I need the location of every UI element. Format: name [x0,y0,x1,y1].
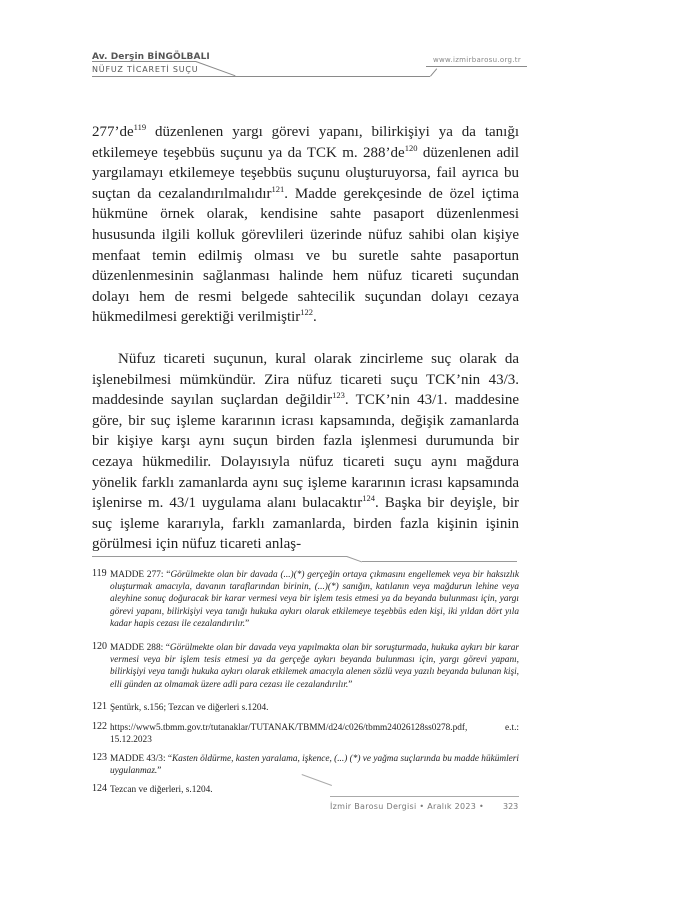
text-segment: . TCK’nin 43/1. maddesine göre, bir suç işleme kararının icrası kapsamında, değişik zamanlarda bir kişiye karşı aynı suçun birden fazla işlenmesi durumunda bir cezaya hükmedilir. Dolayısıyla nüfuz ticareti suçu aynı mağdura yönelik farklı zamanlarda aynı suç işleme kararının icrası kapsamında işlenirse m. 43/1 uygulama alanı bulacaktır [92,392,519,512]
footnote-124 [92,784,519,796]
author-name: Av. Derşin BİNGÖLBALI [92,52,210,62]
footnote-tail: ” [348,679,353,690]
text-segment: düzenlenen yargı görevi yapanı, bilirkişiyi ya da tanığı etkilemeye teşebbüs suçunu ya da TCK m. 288’de [92,124,519,161]
footnote-tail: ” [245,618,250,629]
header-rule-right [426,66,527,67]
footnote-ref[interactable]: 124 [362,493,376,504]
header-rule-lower [92,76,430,77]
footnote-link[interactable]: https://www5.tbmm.gov.tr/tutanaklar/TUTANAK/TBMM/d24/c026/tbmm24026128ss0278.pdf, e.t.: 15.12.2023 [110,723,519,746]
footnote-ref[interactable]: 119 [133,122,147,132]
header-rule-lower-slope [430,68,437,76]
footnote-ref[interactable]: 120 [404,142,418,153]
footnote-lead: MADDE 43/3: “ [110,754,172,764]
footnote-number: 119 [92,568,107,579]
journal-footer: İzmir Barosu Dergisi • Aralık 2023 • [330,802,485,811]
footnote-number: 124 [92,783,107,794]
text-segment: 277’de [92,124,134,140]
footnote-quote: Kasten öldürme, kasten yaralama, işkence, (...) (*) ve yağma suçlarında bu madde hükümleri uygulanmaz. [110,754,519,777]
footnote-123 [92,753,519,777]
header-rule-slope [196,61,236,76]
footnote-ref[interactable]: 123 [332,390,345,401]
footnote-120 [92,642,519,691]
text-segment: . Madde gerekçesinde de özel içtima hükmüne örnek olarak, kendisine sahte pasaport düzenlenmesi hususunda ilgili kolluk görevlileri üzerinde nüfuz sahibi olan kişiye menfaat temin edilmiş olması ve bu suretle sahte pasaportun düzenlenmesinin sağlanması halinde hem nüfuz ticareti suçundan dolayı hem de resmi belgede sahtecilik suçundan dolayı cezaya hükmedilmesi gerektiği verilmiştir [92,185,519,326]
footnote-lead: Şentürk, s.156; Tezcan ve diğerleri s.1204. [110,703,269,713]
text-segment: . [313,309,317,326]
footnote-122 [92,722,519,746]
header-rule [92,61,196,62]
footnote-lead: Tezcan ve diğerleri, s.1204. [110,785,213,795]
footnote-separator [92,556,347,557]
footnote-lead: MADDE 288: “ [110,643,170,653]
page-number: 323 [503,802,519,811]
text-segment: düzenlenen adil yargılamayı etkilemeye teşebbüs suçunu oluşturuyorsa, fail ayrıca bu suçtan da cezalandırılmalıdır [92,144,519,202]
footnote-ref[interactable]: 121 [271,183,285,194]
section-title: NÜFUZ TİCARETİ SUÇU [92,65,199,74]
footer-rule [330,796,519,797]
footnote-tail: ” [157,766,162,777]
body-paragraph-1 [92,122,519,328]
footnote-separator-slope [347,556,362,562]
footnote-number: 120 [92,641,107,652]
text-segment: . Başka bir deyişle, bir suç işleme kararıyla, farklı zamanlarda, birden fazla kişinin işinin görülmesi için nüfuz ticareti anlaş- [92,495,519,553]
text-segment: Nüfuz ticareti suçunun, kural olarak zincirleme suç olarak da işlenebilmesi mümkündür. Zira nüfuz ticareti suçu TCK’nin 43/3. maddesinde sayılan suçlardan değildir [92,351,519,409]
body-paragraph-2 [92,349,519,555]
footnote-quote: Görülmekte olan bir davada (...)(*) gerçeğin ortaya çıkmasını engellemek veya bir haksızlık oluşturmak amacıyla, davanın taraflarından birinin, (...)(*) sanığın, katılanın veya mağdurun lehine veya aleyhine sonuç doğuracak bir karar vermesi veya bir işlem tesis etmesi ya da beyanda bulunması için, yargı görevi yapanı, bilirkişiyi veya tanığı hukuka aykırı olarak etkilemeye teşebbüs eden kişi, iki yıldan dört yıla kadar hapis cezası ile cezalandırılır. [110,570,520,629]
website-link[interactable]: www.izmirbarosu.org.tr [433,56,521,64]
footnote-121 [92,702,519,714]
footnote-119 [92,569,519,630]
footnote-quote: Görülmekte olan bir davada veya yapılmakta olan bir soruşturmada, hukuka aykırı bir karar vermesi veya bir işlem tesis etmesi ya da gerçeğe aykırı beyanda bulunması için, yargı görevi yapanı, bilirkişiyi veya tanığı hukuka aykırı olarak etkilemek amacıyla alenen sözlü veya yazılı beyanda bulunan kişi, elli günden az olmamak üzere adli para cezası ile cezalandırılır. [110,643,520,690]
footnote-ref[interactable]: 122 [300,307,314,318]
footnote-number: 122 [92,721,107,732]
footnote-lead: MADDE 277: “ [110,570,171,580]
footnote-number: 123 [92,752,107,763]
footnote-number: 121 [92,701,107,712]
footnote-separator-right [362,561,517,562]
